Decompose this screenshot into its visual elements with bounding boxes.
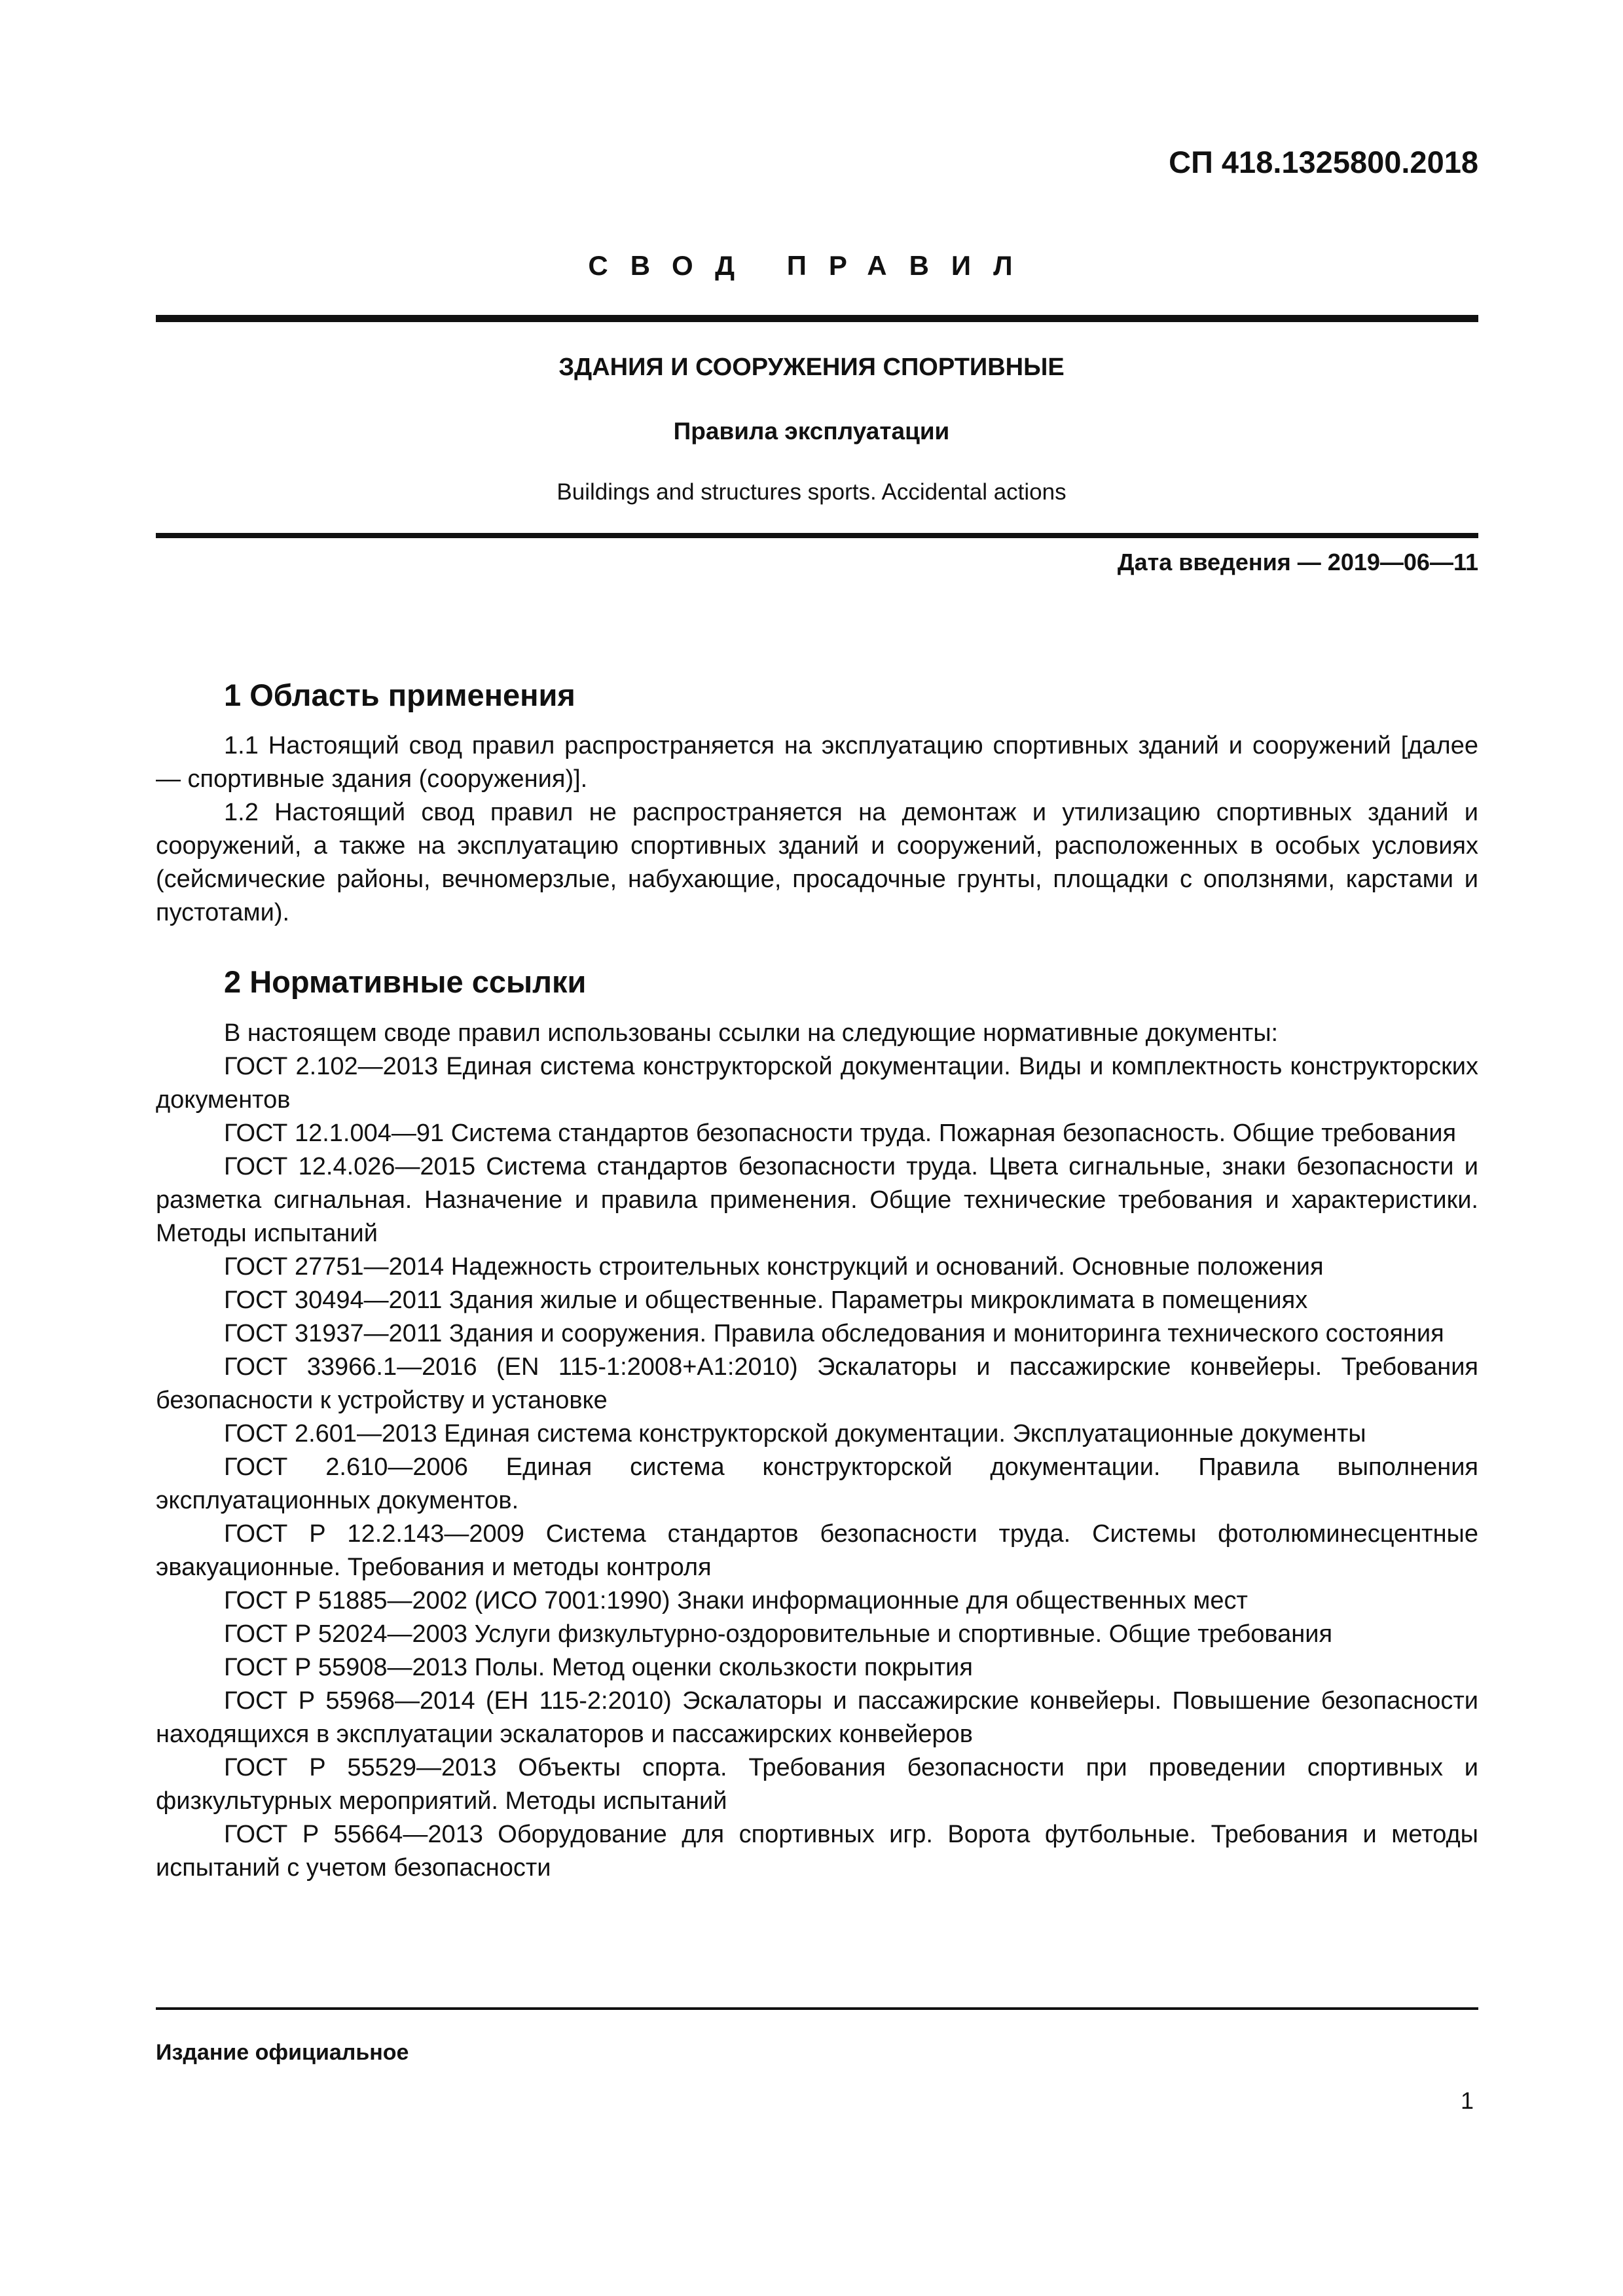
reference-item: ГОСТ Р 55664—2013 Оборудование для спортивных игр. Ворота футбольные. Требования и методы испытаний с учетом безопасности <box>156 1820 1478 1882</box>
reference-item: ГОСТ Р 55968—2014 (ЕН 115-2:2010) Эскалаторы и пассажирские конвейеры. Повышение безопасности находящихся в эксплуатации эскалаторов и пассажирских конвейеров <box>156 1686 1478 1748</box>
reference-item: ГОСТ 33966.1—2016 (EN 115-1:2008+A1:2010) Эскалаторы и пассажирские конвейеры. Требования безопасности к устройству и установке <box>156 1353 1478 1414</box>
header-divider-bottom <box>156 533 1478 538</box>
paragraph-1-1: 1.1 Настоящий свод правил распространяется на эксплуатацию спортивных зданий и сооружений [далее — спортивные здания (сооружения)]. <box>156 732 1478 793</box>
reference-item: ГОСТ 27751—2014 Надежность строительных конструкций и оснований. Основные положения <box>224 1252 1324 1281</box>
reference-item: ГОСТ 2.102—2013 Единая система конструкторской документации. Виды и комплектность конструкторских документов <box>156 1052 1478 1114</box>
references-intro: В настоящем своде правил использованы ссылки на следующие нормативные документы: <box>224 1019 1279 1047</box>
paragraph-1-2: 1.2 Настоящий свод правил не распространяется на демонтаж и утилизацию спортивных зданий и сооружений, а также на эксплуатацию спортивных зданий и сооружений, расположенных в особых условиях (сейсмические районы, вечномерзлые, набухающие, просадочные грунты, площадки с оползнями, карстами и пустотами). <box>156 799 1478 927</box>
official-edition-label: Издание официальное <box>156 2040 409 2065</box>
reference-item: ГОСТ Р 55529—2013 Объекты спорта. Требования безопасности при проведении спортивных и физкультурных мероприятий. Методы испытаний <box>156 1753 1478 1815</box>
section-heading-normative-references: 2 Нормативные ссылки <box>224 964 587 1000</box>
reference-item: ГОСТ Р 51885—2002 (ИСО 7001:1990) Знаки информационные для общественных мест <box>224 1586 1248 1614</box>
page-number: 1 <box>1460 2087 1474 2114</box>
introduction-date: Дата введения — 2019—06—11 <box>1117 549 1478 575</box>
reference-item: ГОСТ Р 12.2.143—2009 Система стандартов безопасности труда. Системы фотолюминесцентные эвакуационные. Требования и методы контроля <box>156 1520 1478 1581</box>
document-subtitle: Правила эксплуатации <box>673 418 950 445</box>
reference-item: ГОСТ 12.4.026—2015 Система стандартов безопасности труда. Цвета сигнальные, знаки безопасности и разметка сигнальная. Назначение и правила применения. Общие технические требования и характеристики. Методы испытаний <box>156 1152 1478 1247</box>
footer-divider <box>156 2007 1478 2010</box>
reference-item: ГОСТ Р 52024—2003 Услуги физкультурно-оздоровительные и спортивные. Общие требования <box>224 1620 1333 1648</box>
section-heading-scope: 1 Область применения <box>224 678 575 712</box>
reference-item: ГОСТ 12.1.004—91 Система стандартов безопасности труда. Пожарная безопасность. Общие требования <box>224 1119 1457 1147</box>
document-type: СВОД ПРАВИЛ <box>588 250 1035 281</box>
document-body <box>156 677 1478 1885</box>
reference-item: ГОСТ 2.610—2006 Единая система конструкторской документации. Правила выполнения эксплуатационных документов. <box>156 1453 1478 1514</box>
document-code: СП 418.1325800.2018 <box>1169 145 1478 179</box>
english-title: Buildings and structures sports. Accidental actions <box>556 479 1067 505</box>
reference-item: ГОСТ Р 55908—2013 Полы. Метод оценки скользкости покрытия <box>224 1653 973 1681</box>
reference-item: ГОСТ 31937—2011 Здания и сооружения. Правила обследования и мониторинга технического состояния <box>224 1319 1444 1347</box>
reference-item: ГОСТ 2.601—2013 Единая система конструкторской документации. Эксплуатационные документы <box>224 1419 1366 1448</box>
document-title: ЗДАНИЯ И СООРУЖЕНИЯ СПОРТИВНЫЕ <box>558 354 1065 381</box>
header-divider-top <box>156 315 1478 322</box>
reference-item: ГОСТ 30494—2011 Здания жилые и общественные. Параметры микроклимата в помещениях <box>224 1286 1308 1314</box>
